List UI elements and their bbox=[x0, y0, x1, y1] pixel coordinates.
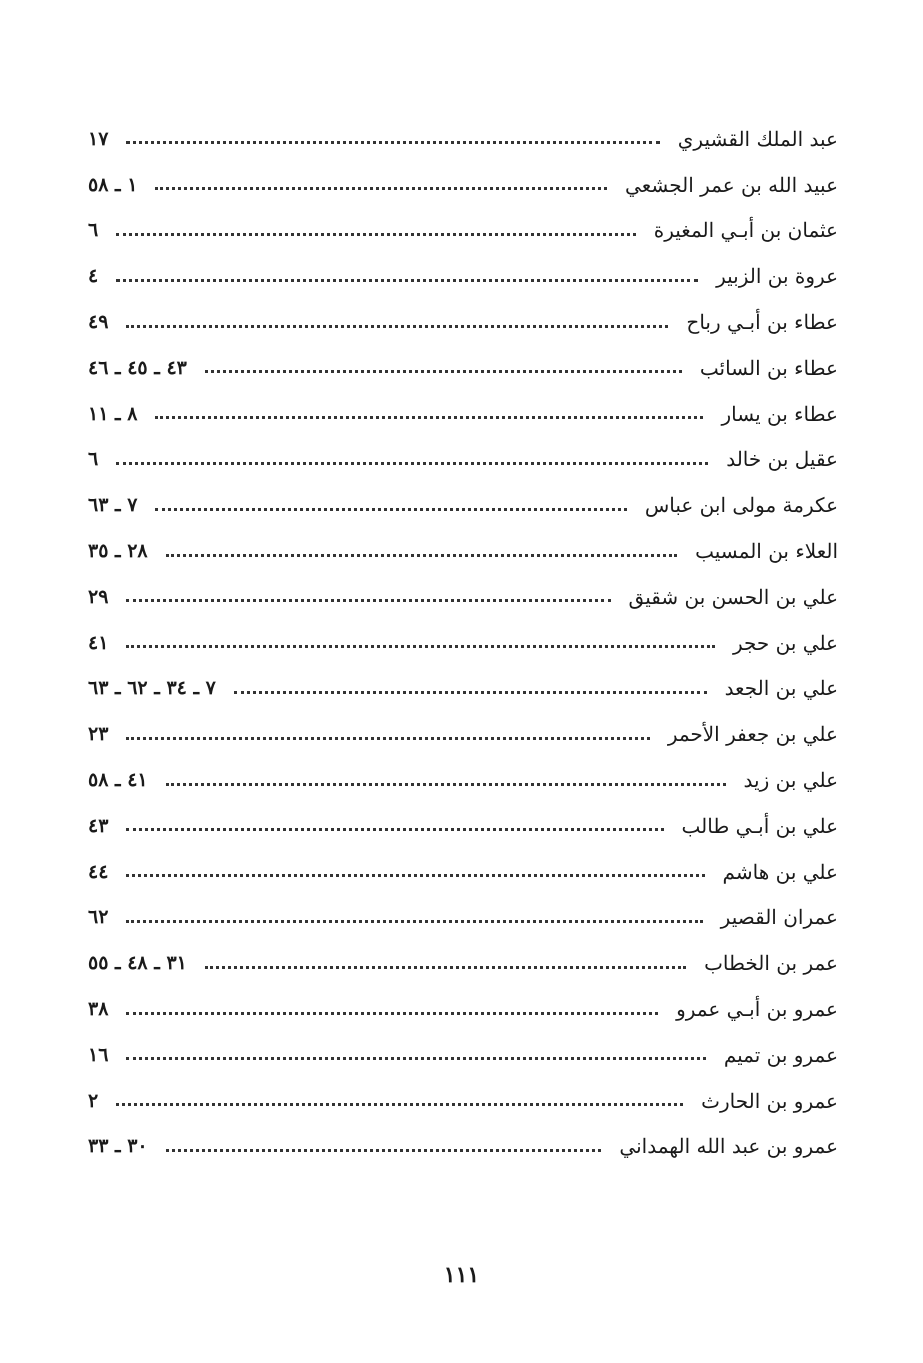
index-entry bbox=[88, 1124, 838, 1170]
index-entry bbox=[88, 208, 838, 254]
entry-pages: ٦ bbox=[88, 448, 99, 471]
dot-leader bbox=[126, 1012, 658, 1015]
dot-leader bbox=[116, 233, 636, 236]
entry-name: علي بن أبـي طالب bbox=[681, 813, 838, 838]
index-entry bbox=[88, 528, 838, 574]
dot-leader bbox=[116, 1103, 683, 1106]
dot-leader bbox=[155, 508, 626, 511]
index-entry bbox=[88, 299, 838, 345]
index-entry bbox=[88, 162, 838, 208]
entry-name: عبد الملك القشيري bbox=[677, 126, 838, 151]
entry-pages: ٣٨ bbox=[88, 998, 109, 1021]
entry-name: عطاء بن أبـي رباح bbox=[686, 310, 838, 335]
index-entry bbox=[88, 345, 838, 391]
index-entry bbox=[88, 1078, 838, 1124]
entry-pages: ٤٣ bbox=[88, 814, 109, 837]
dot-leader bbox=[126, 325, 668, 328]
entry-name: عكرمة مولى ابن عباس bbox=[644, 493, 838, 518]
dot-leader bbox=[116, 279, 698, 282]
index-entry bbox=[88, 940, 838, 986]
entry-name: علي بن جعفر الأحمر bbox=[667, 722, 838, 747]
entry-pages: ٦٢ bbox=[88, 906, 109, 929]
index-entry bbox=[88, 482, 838, 528]
entry-pages: ٢٨ ـ ٣٥ bbox=[88, 540, 148, 563]
entry-pages: ٢٩ bbox=[88, 585, 109, 608]
entry-pages: ١٧ bbox=[88, 127, 109, 150]
dot-leader bbox=[205, 370, 682, 373]
entry-pages: ٤١ bbox=[88, 631, 109, 654]
index-entry bbox=[88, 849, 838, 895]
dot-leader bbox=[126, 920, 702, 923]
entry-name: عروة بن الزبير bbox=[716, 264, 838, 289]
dot-leader bbox=[166, 1149, 602, 1152]
entry-name: عطاء بن يسار bbox=[721, 401, 838, 426]
dot-leader bbox=[126, 645, 715, 648]
entry-pages: ١ ـ ٥٨ bbox=[88, 173, 138, 196]
entry-name: العلاء بن المسيب bbox=[695, 539, 838, 564]
entry-pages: ٦ bbox=[88, 219, 99, 242]
index-entry bbox=[88, 757, 838, 803]
entry-name: عمر بن الخطاب bbox=[704, 951, 838, 976]
entry-pages: ٤ bbox=[88, 265, 99, 288]
entry-pages: ٢٣ bbox=[88, 723, 109, 746]
dot-leader bbox=[126, 828, 663, 831]
dot-leader bbox=[166, 554, 677, 557]
entry-name: عقيل بن خالد bbox=[726, 447, 838, 472]
entry-name: عطاء بن السائب bbox=[699, 355, 838, 380]
entry-name: علي بن الجعد bbox=[724, 676, 838, 701]
index-entry bbox=[88, 711, 838, 757]
dot-leader bbox=[126, 1057, 705, 1060]
index-entry bbox=[88, 666, 838, 712]
entry-pages: ٤٤ bbox=[88, 860, 109, 883]
entry-name: علي بن الحسن بن شقيق bbox=[628, 584, 838, 609]
index-entry bbox=[88, 391, 838, 437]
index-entry bbox=[88, 574, 838, 620]
entry-name: عمرو بن أبـي عمرو bbox=[676, 997, 838, 1022]
entry-pages: ٣٠ ـ ٣٣ bbox=[88, 1135, 148, 1158]
entry-pages: ٨ ـ ١١ bbox=[88, 402, 138, 425]
entry-pages: ٤٩ bbox=[88, 311, 109, 334]
index-list bbox=[88, 116, 838, 1169]
entry-name: عمرو بن الحارث bbox=[701, 1088, 838, 1113]
dot-leader bbox=[126, 599, 610, 602]
entry-pages: ٢ bbox=[88, 1089, 99, 1112]
entry-name: عمران القصير bbox=[720, 905, 838, 930]
index-entry bbox=[88, 986, 838, 1032]
index-entry bbox=[88, 620, 838, 666]
entry-name: عمرو بن تميم bbox=[723, 1042, 838, 1067]
dot-leader bbox=[166, 783, 726, 786]
entry-pages: ٤١ ـ ٥٨ bbox=[88, 769, 148, 792]
index-entry bbox=[88, 116, 838, 162]
entry-name: علي بن هاشم bbox=[722, 859, 838, 884]
entry-name: عمرو بن عبد الله الهمداني bbox=[619, 1134, 838, 1159]
dot-leader bbox=[126, 141, 659, 144]
dot-leader bbox=[205, 966, 686, 969]
entry-name: علي بن حجر bbox=[732, 630, 838, 655]
entry-pages: ٣١ ـ ٤٨ ـ ٥٥ bbox=[88, 952, 187, 975]
index-entry bbox=[88, 895, 838, 941]
entry-name: عبيد الله بن عمر الجشعي bbox=[625, 172, 838, 197]
index-entry bbox=[88, 1032, 838, 1078]
entry-name: علي بن زيد bbox=[743, 768, 838, 793]
index-entry bbox=[88, 253, 838, 299]
dot-leader bbox=[126, 737, 649, 740]
entry-pages: ٧ ـ ٣٤ ـ ٦٢ ـ ٦٣ bbox=[88, 677, 216, 700]
entry-pages: ٧ ـ ٦٣ bbox=[88, 494, 138, 517]
dot-leader bbox=[126, 874, 704, 877]
dot-leader bbox=[155, 416, 703, 419]
entry-pages: ١٦ bbox=[88, 1043, 109, 1066]
index-entry bbox=[88, 437, 838, 483]
index-entry bbox=[88, 803, 838, 849]
entry-pages: ٤٣ ـ ٤٥ ـ ٤٦ bbox=[88, 356, 187, 379]
entry-name: عثمان بن أبـي المغيرة bbox=[653, 218, 838, 243]
page-number: ١١١ bbox=[443, 1262, 480, 1288]
dot-leader bbox=[234, 691, 707, 694]
dot-leader bbox=[155, 187, 607, 190]
dot-leader bbox=[116, 462, 708, 465]
